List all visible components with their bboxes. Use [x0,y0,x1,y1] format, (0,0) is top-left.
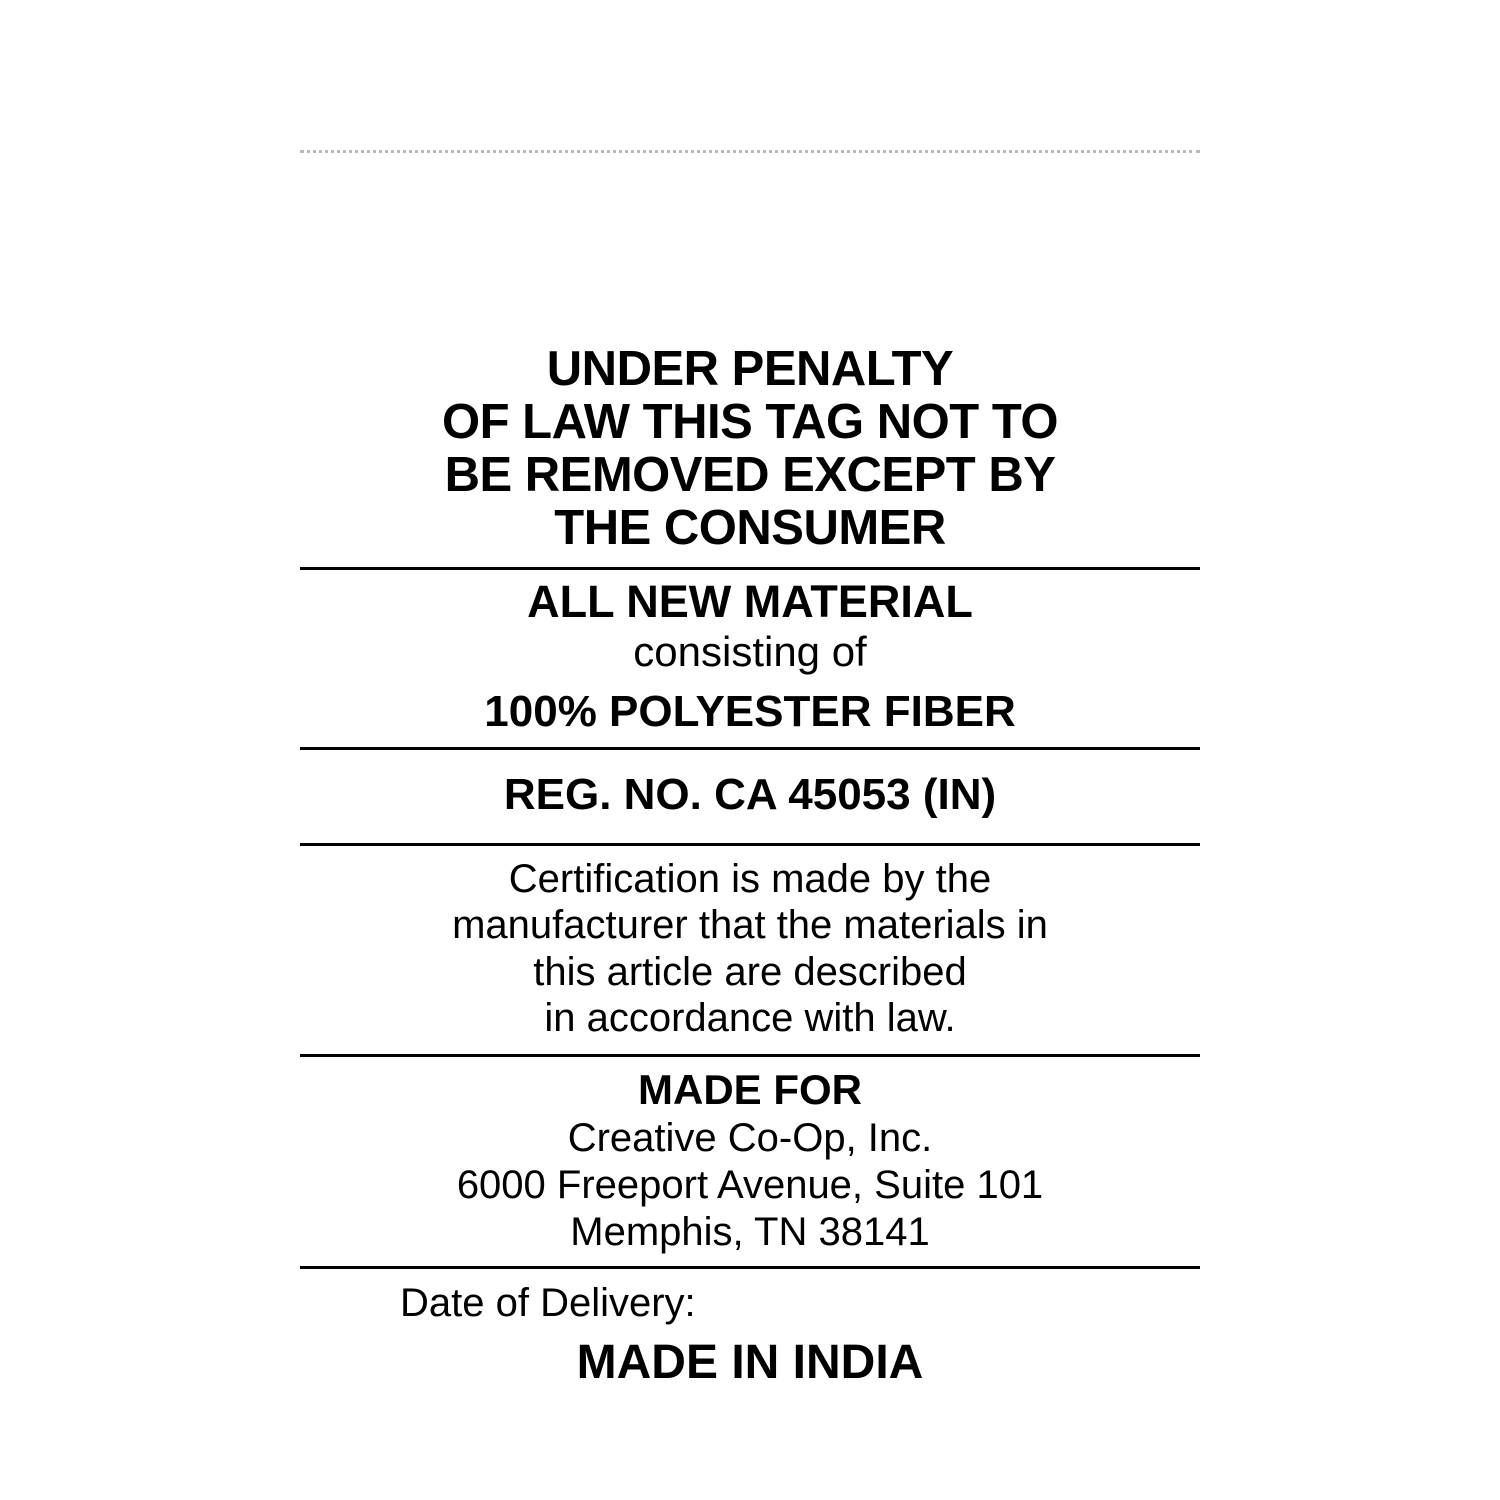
registration-section [300,750,1200,843]
made-for-city-state-zip: Memphis, TN 38141 [570,1210,930,1255]
material-consisting-of: consisting of [633,628,867,676]
registration-number: REG. NO. CA 45053 (IN) [503,769,997,819]
made-for-company: Creative Co-Op, Inc. [567,1115,933,1160]
material-section [300,570,1200,747]
material-fiber-content: 100% POLYESTER FIBER [484,686,1016,736]
certification-statement [300,846,1200,1054]
tag-body [300,337,1200,1393]
made-for-title: MADE FOR [638,1065,862,1113]
certification-line-1: Certification is made by the [508,856,992,901]
material-title: ALL NEW MATERIAL [527,575,973,627]
certification-line-2: manufacturer that the materials in [452,903,1048,948]
law-label-tag [300,150,1200,1393]
made-for-street: 6000 Freeport Avenue, Suite 101 [456,1163,1044,1208]
date-of-delivery-label: Date of Delivery: [400,1281,696,1326]
penalty-headline [300,337,1200,567]
penalty-headline-line-1: UNDER PENALTY [546,342,954,396]
perforation-tear-line [300,150,1200,157]
delivery-section [300,1269,1200,1393]
certification-line-3: this article are described [533,949,967,994]
penalty-headline-line-4: THE CONSUMER [554,500,946,555]
penalty-headline-line-3: BE REMOVED EXCEPT BY [444,447,1056,502]
penalty-headline-line-2: OF LAW THIS TAG NOT TO [442,394,1058,449]
made-for-section [300,1057,1200,1267]
certification-line-4: in accordance with law. [544,996,956,1041]
country-of-origin: MADE IN INDIA [576,1336,924,1390]
